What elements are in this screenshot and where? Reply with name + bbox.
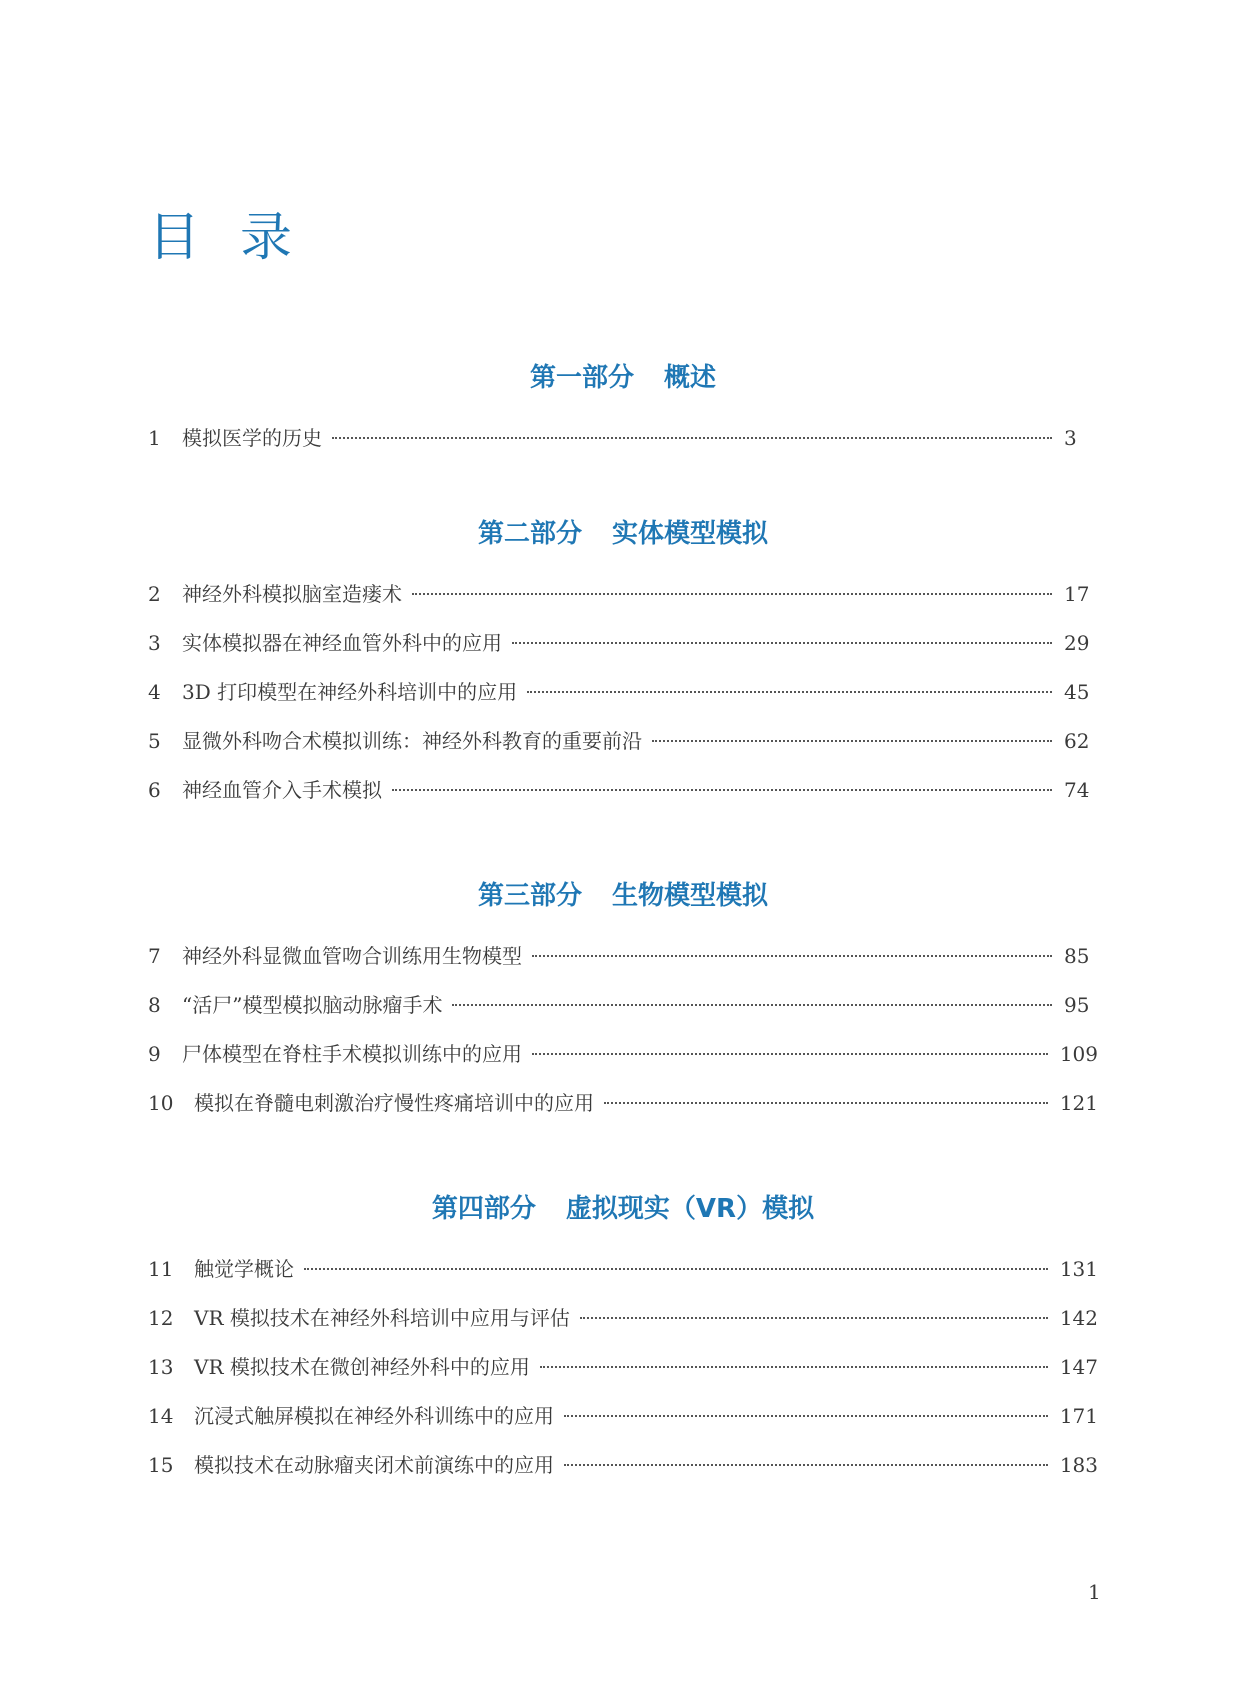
dot-leader [332,437,1052,439]
chapter-number: 12 [148,1306,174,1330]
chapter-title: 沉浸式触屏模拟在神经外科训练中的应用 [194,1404,554,1428]
page-ref: 121 [1059,1091,1098,1115]
part-heading-4 [148,1193,1098,1225]
chapter-number: 1 [148,426,161,450]
chapter-number: 5 [148,729,161,753]
dot-leader [604,1102,1048,1104]
toc-entry[interactable] [148,676,1098,708]
part-heading-1 [148,362,1098,394]
dot-leader [532,1053,1048,1055]
chapter-title: 尸体模型在脊柱手术模拟训练中的应用 [182,1042,522,1066]
page-ref: 171 [1059,1404,1098,1428]
dot-leader [412,593,1052,595]
chapter-title: 触觉学概论 [194,1257,294,1281]
chapter-number: 15 [148,1453,174,1477]
toc-entry[interactable] [148,627,1098,659]
part-title: 生物模型模拟 [612,881,769,911]
toc-entry[interactable] [148,1087,1098,1119]
dot-leader [540,1366,1048,1368]
page-ref: 142 [1059,1306,1098,1330]
toc-entry[interactable] [148,1253,1098,1285]
chapter-title: 神经血管介入手术模拟 [182,778,382,802]
chapter-number: 7 [148,944,161,968]
toc-entry[interactable] [148,725,1098,757]
part-label: 第二部分 [477,519,582,549]
page-ref: 95 [1064,993,1090,1017]
page-ref: 45 [1064,680,1090,704]
part-title: 实体模型模拟 [612,519,769,549]
toc-entry[interactable] [148,1351,1098,1383]
dot-leader [452,1004,1052,1006]
chapter-number: 11 [148,1257,174,1281]
part-label: 第三部分 [477,881,582,911]
page-ref: 74 [1064,778,1090,802]
dot-leader [304,1268,1048,1270]
page-ref: 17 [1064,582,1090,606]
dot-leader [564,1464,1048,1466]
toc-entry[interactable] [148,1449,1098,1481]
part-title: 概述 [664,363,717,393]
chapter-title: 3D 打印模型在神经外科培训中的应用 [182,680,518,704]
chapter-number: 6 [148,778,161,802]
chapter-title: 实体模拟器在神经血管外科中的应用 [182,631,502,655]
dot-leader [512,642,1052,644]
dot-leader [532,955,1052,957]
toc-entry[interactable] [148,989,1098,1021]
chapter-number: 10 [148,1091,174,1115]
page-ref: 62 [1064,729,1090,753]
chapter-number: 3 [148,631,161,655]
part-title: 虚拟现实（VR）模拟 [565,1194,815,1224]
chapter-number: 8 [148,993,161,1017]
chapter-title: VR 模拟技术在微创神经外科中的应用 [194,1355,530,1379]
toc-entry[interactable] [148,1400,1098,1432]
part-label: 第一部分 [529,363,634,393]
toc-entry[interactable] [148,940,1098,972]
page-ref: 29 [1064,631,1090,655]
toc-entry[interactable] [148,774,1098,806]
part-heading-2 [148,518,1098,550]
chapter-number: 13 [148,1355,174,1379]
chapter-title: 神经外科模拟脑室造瘘术 [182,582,402,606]
chapter-title: VR 模拟技术在神经外科培训中应用与评估 [194,1306,570,1330]
toc-entry[interactable] [148,578,1098,610]
page-number: 1 [1088,1580,1101,1604]
chapter-number: 4 [148,680,161,704]
part-heading-3 [148,880,1098,912]
chapter-title: 神经外科显微血管吻合训练用生物模型 [182,944,522,968]
toc-entry[interactable] [148,1302,1098,1334]
toc-entry[interactable] [148,1038,1098,1070]
page-ref: 183 [1059,1453,1098,1477]
chapter-title: 模拟技术在动脉瘤夹闭术前演练中的应用 [194,1453,554,1477]
chapter-title: 模拟医学的历史 [182,426,322,450]
page-ref: 3 [1064,426,1077,450]
page-ref: 147 [1059,1355,1098,1379]
chapter-number: 2 [148,582,161,606]
dot-leader [652,740,1052,742]
page-ref: 131 [1059,1257,1098,1281]
chapter-title: 显微外科吻合术模拟训练：神经外科教育的重要前沿 [182,729,642,753]
page-ref: 85 [1064,944,1090,968]
toc-entry[interactable] [148,422,1098,454]
toc-title: 目录 [148,208,333,268]
dot-leader [392,789,1052,791]
dot-leader [564,1415,1048,1417]
page-ref: 109 [1059,1042,1098,1066]
part-label: 第四部分 [431,1194,536,1224]
chapter-title: 模拟在脊髓电刺激治疗慢性疼痛培训中的应用 [194,1091,594,1115]
dot-leader [580,1317,1048,1319]
chapter-number: 9 [148,1042,161,1066]
chapter-number: 14 [148,1404,174,1428]
chapter-title: “活尸”模型模拟脑动脉瘤手术 [182,993,443,1017]
dot-leader [527,691,1052,693]
